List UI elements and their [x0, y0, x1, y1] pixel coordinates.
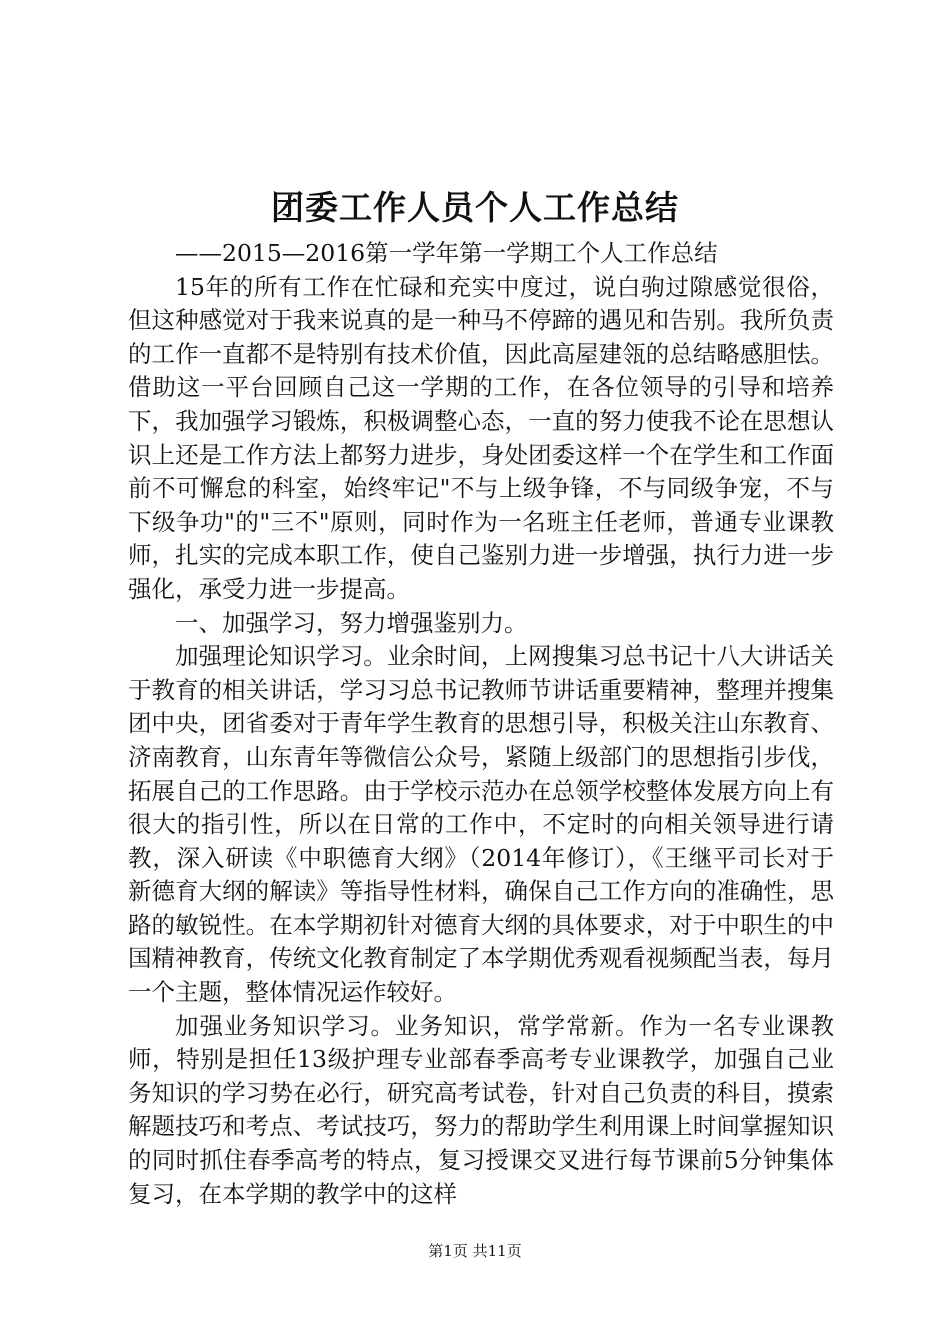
page-number-footer: 第1页 共11页 — [428, 1242, 522, 1260]
section-heading-1: 一、加强学习，努力增强鉴别力。 — [175, 608, 528, 637]
document-subtitle: ——2015—2016第一学年第一学期工个人工作总结 — [175, 239, 718, 267]
document-body — [128, 237, 834, 1211]
paragraph-theory-study: 加强理论知识学习。业余时间，上网搜集习总书记十八大讲话关于教育的相关讲话，学习习总书记教师节讲话重要精神，整理并搜集团中央，团省委对于青年学生教育的思想引导，积极关注山东教育、济南教育，山东青年等微信公众号，紧随上级部门的思想指引步伐，拓展自己的工作思路。由于学校示范办在总领学校整体发展方向上有很大的指引性，所以在日常的工作中，不定时的向相关领导进行请教，深入研读《中职德育大纲》（2014年修订），《王继平司长对于新德育大纲的解读》等指导性材料，确保自己工作方向的准确性，思路的敏锐性。在本学期初针对德育大纲的具体要求，对于中职生的中国精神教育，传统文化教育制定了本学期优秀观看视频配当表，每月一个主题，整体情况运作较好。 — [128, 642, 834, 1007]
document-title: 团委工作人员个人工作总结 — [271, 188, 679, 227]
paragraph-business-study: 加强业务知识学习。业务知识，常学常新。作为一名专业课教师，特别是担任13级护理专业部春季高考专业课教学，加强自己业务知识的学习势在必行，研究高考试卷，针对自己负责的科目，摸索解题技巧和考点、考试技巧，努力的帮助学生利用课上时间掌握知识的同时抓住春季高考的特点，复习授课交叉进行每节课前5分钟集体复习，在本学期的教学中的这样 — [128, 1011, 834, 1208]
paragraph-intro: 15年的所有工作在忙碌和充实中度过，说白驹过隙感觉很俗，但这种感觉对于我来说真的是一种马不停蹄的遇见和告别。我所负责的工作一直都不是特别有技术价值，因此高屋建瓴的总结略感胆怯。借助这一平台回顾自己这一学期的工作，在各位领导的引导和培养下，我加强学习锻炼，积极调整心态，一直的努力使我不论在思想认识上还是工作方法上都努力进步，身处团委这样一个在学生和工作面前不可懈怠的科室，始终牢记"不与上级争锋，不与同级争宠，不与下级争功"的"三不"原则，同时作为一名班主任老师，普通专业课教师，扎实的完成本职工作，使自己鉴别力进一步增强，执行力进一步强化，承受力进一步提高。 — [128, 272, 834, 603]
